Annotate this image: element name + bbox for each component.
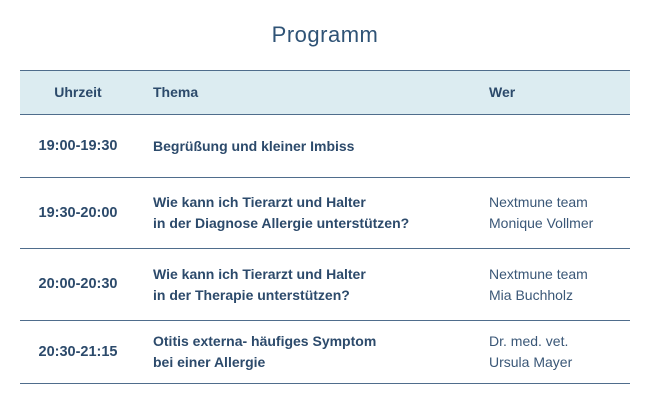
table-row bbox=[20, 115, 630, 178]
time-cell bbox=[20, 115, 136, 177]
time-text: 20:00-20:30 bbox=[38, 276, 118, 292]
topic-line: Wie kann ich Tierarzt und Halter bbox=[153, 194, 366, 210]
who-line: Nextmune team bbox=[489, 194, 588, 210]
column-header-time bbox=[20, 71, 136, 114]
who-line: Nextmune team bbox=[489, 265, 588, 282]
column-header-who bbox=[489, 71, 629, 114]
time-text: 20:30-21:15 bbox=[38, 343, 118, 360]
who-cell bbox=[489, 178, 629, 248]
topic-line: Otitis externa- häufiges Symptom bbox=[153, 333, 377, 349]
table-header bbox=[20, 71, 630, 115]
topic-cell bbox=[153, 321, 483, 383]
column-header-time-label: Uhrzeit bbox=[54, 84, 102, 100]
page-title: Programm bbox=[271, 22, 379, 47]
table-row bbox=[20, 321, 630, 384]
who-line: Monique Vollmer bbox=[489, 215, 594, 231]
who-cell bbox=[489, 249, 629, 320]
time-text: 19:00-19:30 bbox=[38, 137, 118, 154]
time-cell bbox=[20, 321, 136, 383]
topic-line: bei einer Allergie bbox=[153, 354, 266, 370]
table-row bbox=[20, 249, 630, 321]
column-header-topic bbox=[153, 71, 483, 114]
time-text: 19:30-20:00 bbox=[38, 204, 118, 221]
column-header-topic-label: Thema bbox=[153, 84, 199, 100]
column-header-who-label: Wer bbox=[489, 84, 516, 100]
time-cell bbox=[20, 178, 136, 248]
topic-cell bbox=[153, 115, 483, 177]
who-cell bbox=[489, 115, 629, 177]
table-row bbox=[20, 178, 630, 249]
topic-line: Wie kann ich Tierarzt und Halter bbox=[153, 265, 366, 282]
topic-line: in der Diagnose Allergie unterstützen? bbox=[153, 215, 410, 231]
who-line: Dr. med. vet. bbox=[489, 333, 569, 349]
who-line: Mia Buchholz bbox=[489, 286, 574, 303]
topic-cell bbox=[153, 178, 483, 248]
topic-cell bbox=[153, 249, 483, 320]
time-cell bbox=[20, 249, 136, 320]
topic-line: Begrüßung und kleiner Imbiss bbox=[153, 137, 355, 154]
program-table bbox=[20, 70, 630, 384]
who-cell bbox=[489, 321, 629, 383]
who-line: Ursula Mayer bbox=[489, 354, 573, 370]
topic-line: in der Therapie unterstützen? bbox=[153, 286, 350, 303]
